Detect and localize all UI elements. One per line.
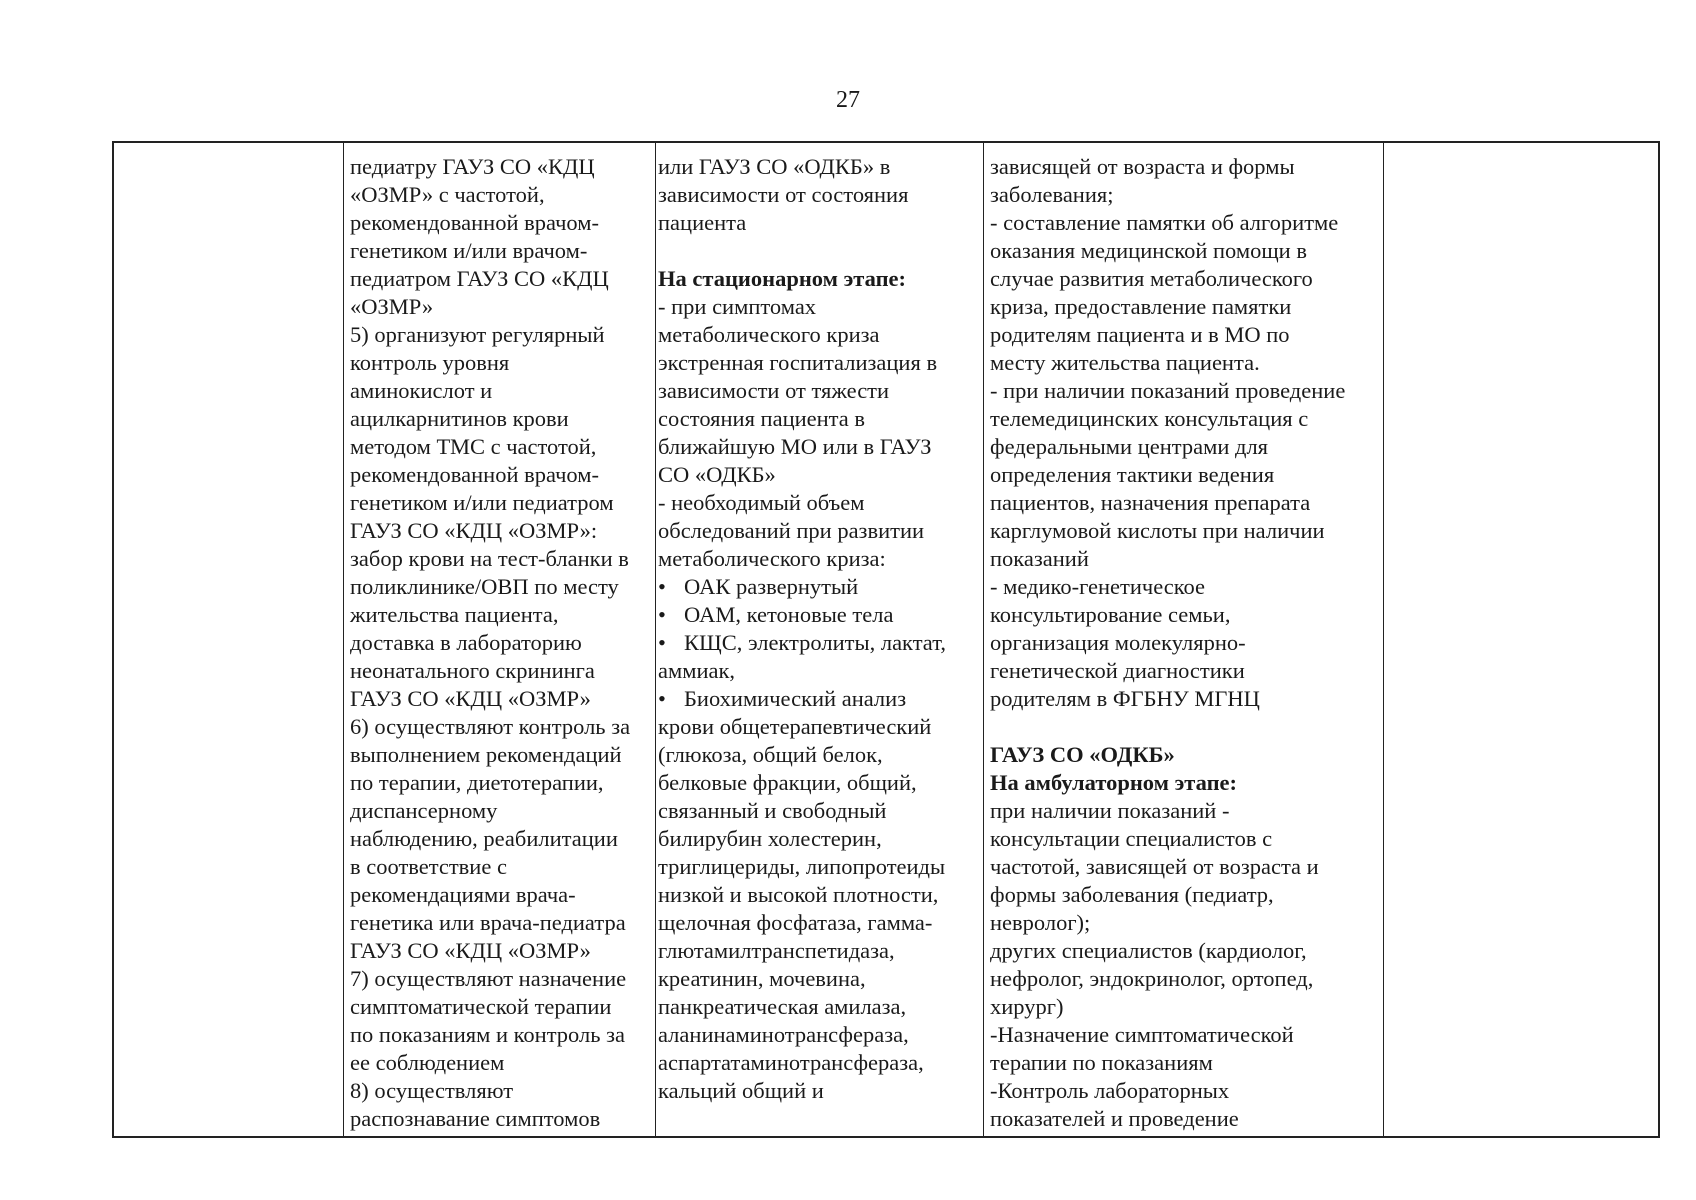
- text-line: по показаниям и контроль за: [350, 1022, 625, 1047]
- text-line: забор крови на тест-бланки в: [350, 546, 629, 571]
- text-line: 6) осуществляют контроль за: [350, 714, 631, 739]
- section-subheading: На амбулаторном этапе:: [990, 770, 1238, 795]
- text-line: криза, предоставление памятки: [990, 294, 1292, 319]
- text-line: -Контроль лабораторных: [990, 1078, 1230, 1103]
- text-line: терапии по показаниям: [990, 1050, 1213, 1075]
- blank-line: [990, 713, 1379, 741]
- text-line: консультирование семьи,: [990, 602, 1231, 627]
- text-line: состояния пациента в: [658, 406, 866, 431]
- text-line: телемедицинских консультация с: [990, 406, 1309, 431]
- bullet-item: [658, 573, 981, 601]
- text-line: или ГАУЗ СО «ОДКБ» в: [658, 154, 891, 179]
- text-line: ГАУЗ СО «КДЦ «ОЗМР»: [350, 938, 591, 963]
- text-line: -Назначение симптоматической: [990, 1022, 1294, 1047]
- table-column-5: [1383, 143, 1658, 1136]
- bullet-text: ОАМ, кетоновые тела: [684, 602, 894, 627]
- text-line: белковые фракции, общий,: [658, 770, 917, 795]
- text-line: хирург): [990, 994, 1064, 1019]
- text-line: ГАУЗ СО «КДЦ «ОЗМР»:: [350, 518, 598, 543]
- text-line: распознавание симптомов: [350, 1106, 601, 1131]
- bullet-text: ОАК развернутый: [684, 574, 859, 599]
- text-line: поликлинике/ОВП по месту: [350, 574, 619, 599]
- text-line: нефролог, эндокринолог, ортопед,: [990, 966, 1314, 991]
- page-number: 27: [836, 87, 860, 113]
- bullet-icon: •: [658, 630, 666, 655]
- text-line: глютамилтранспетидаза,: [658, 938, 895, 963]
- text-line: зависящей от возраста и формы: [990, 154, 1295, 179]
- text-line: ближайшую МО или в ГАУЗ: [658, 434, 932, 459]
- text-line: 7) осуществляют назначение: [350, 966, 627, 991]
- table-column-3: [655, 143, 983, 1136]
- text-line: симптоматической терапии: [350, 994, 612, 1019]
- text-line: родителям пациента и в МО по: [990, 322, 1290, 347]
- text-line: триглицериды, липопротеиды: [658, 854, 946, 879]
- text-line: по терапии, диетотерапии,: [350, 770, 604, 795]
- text-line: низкой и высокой плотности,: [658, 882, 939, 907]
- text-line: рекомендованной врачом-: [350, 210, 599, 235]
- text-line: метаболического криза: [658, 322, 880, 347]
- text-line: крови общетерапевтический: [658, 714, 932, 739]
- text-line: невролог);: [990, 910, 1091, 935]
- text-line: случае развития метаболического: [990, 266, 1313, 291]
- text-line: «ОЗМР»: [350, 294, 434, 319]
- text-line: рекомендациями врача-: [350, 882, 576, 907]
- text-line: СО «ОДКБ»: [658, 462, 776, 487]
- text-line: федеральными центрами для: [990, 434, 1269, 459]
- bullet-item: [658, 685, 981, 713]
- text-line: карглумовой кислоты при наличии: [990, 518, 1325, 543]
- text-line: 8) осуществляют: [350, 1078, 514, 1103]
- text-line: ее соблюдением: [350, 1050, 505, 1075]
- text-line: диспансерному: [350, 798, 498, 823]
- text-line: генетиком и/или врачом-: [350, 238, 588, 263]
- blank-line: [658, 237, 981, 265]
- text-line: месту жительства пациента.: [990, 350, 1260, 375]
- text-line: зависимости от состояния: [658, 182, 909, 207]
- section-heading: ГАУЗ СО «ОДКБ»: [990, 742, 1175, 767]
- text-line: связанный и свободный: [658, 798, 887, 823]
- text-line: щелочная фосфатаза, гамма-: [658, 910, 933, 935]
- text-line: доставка в лабораторию: [350, 630, 582, 655]
- bullet-icon: •: [658, 574, 666, 599]
- bullet-item: [658, 601, 981, 629]
- text-line: методом ТМС с частотой,: [350, 434, 597, 459]
- bullet-item: [658, 629, 981, 657]
- text-line: контроль уровня: [350, 350, 510, 375]
- text-line: аминокислот и: [350, 378, 493, 403]
- text-line: - медико-генетическое: [990, 574, 1206, 599]
- text-line: жительства пациента,: [350, 602, 559, 627]
- text-line: обследований при развитии: [658, 518, 925, 543]
- text-line: - при наличии показаний проведение: [990, 378, 1346, 403]
- bullet-text: Биохимический анализ: [684, 686, 907, 711]
- text-line: зависимости от тяжести: [658, 378, 890, 403]
- text-line: показателей и проведение: [990, 1106, 1239, 1131]
- table-column-2: [343, 143, 655, 1136]
- text-line: показаний: [990, 546, 1089, 571]
- text-line: формы заболевания (педиатр,: [990, 882, 1274, 907]
- text-line: педиатром ГАУЗ СО «КДЦ: [350, 266, 609, 291]
- text-line: аланинаминотрансфераза,: [658, 1022, 909, 1047]
- text-line: панкреатическая амилаза,: [658, 994, 907, 1019]
- text-line: генетика или врача-педиатра: [350, 910, 626, 935]
- text-line: педиатру ГАУЗ СО «КДЦ: [350, 154, 595, 179]
- text-line: экстренная госпитализация в: [658, 350, 938, 375]
- text-line: - составление памятки об алгоритме: [990, 210, 1339, 235]
- text-line: генетиком и/или педиатром: [350, 490, 614, 515]
- text-line: родителям в ФГБНУ МГНЦ: [990, 686, 1260, 711]
- text-line: ГАУЗ СО «КДЦ «ОЗМР»: [350, 686, 591, 711]
- bullet-icon: •: [658, 602, 666, 627]
- text-line: 5) организуют регулярный: [350, 322, 605, 347]
- text-line: - необходимый объем: [658, 490, 865, 515]
- text-line: билирубин холестерин,: [658, 826, 882, 851]
- text-line: наблюдению, реабилитации: [350, 826, 618, 851]
- bullet-icon: •: [658, 686, 666, 711]
- text-line: консультации специалистов с: [990, 826, 1273, 851]
- text-line: «ОЗМР» с частотой,: [350, 182, 545, 207]
- text-line: пациентов, назначения препарата: [990, 490, 1311, 515]
- document-table: [112, 141, 1660, 1138]
- text-line: организация молекулярно-: [990, 630, 1246, 655]
- text-line: аммиак,: [658, 658, 736, 683]
- text-line: неонатального скрининга: [350, 658, 595, 683]
- bullet-text: КЩС, электролиты, лактат,: [684, 630, 946, 655]
- text-line: креатинин, мочевина,: [658, 966, 866, 991]
- text-line: выполнением рекомендаций: [350, 742, 622, 767]
- section-heading: На стационарном этапе:: [658, 266, 907, 291]
- text-line: ацилкарнитинов крови: [350, 406, 569, 431]
- text-line: определения тактики ведения: [990, 462, 1275, 487]
- text-line: аспартатаминотрансфераза,: [658, 1050, 924, 1075]
- text-line: пациента: [658, 210, 747, 235]
- text-line: оказания медицинской помощи в: [990, 238, 1307, 263]
- text-line: метаболического криза:: [658, 546, 886, 571]
- text-line: генетической диагностики: [990, 658, 1245, 683]
- text-line: кальций общий и: [658, 1078, 824, 1103]
- table-column-4: [983, 143, 1383, 1136]
- text-line: частотой, зависящей от возраста и: [990, 854, 1319, 879]
- text-line: рекомендованной врачом-: [350, 462, 599, 487]
- text-line: (глюкоза, общий белок,: [658, 742, 883, 767]
- text-line: других специалистов (кардиолог,: [990, 938, 1307, 963]
- text-line: при наличии показаний -: [990, 798, 1230, 823]
- table-column-1: [114, 143, 343, 1136]
- text-line: в соответствие с: [350, 854, 507, 879]
- text-line: заболевания;: [990, 182, 1114, 207]
- text-line: - при симптомах: [658, 294, 817, 319]
